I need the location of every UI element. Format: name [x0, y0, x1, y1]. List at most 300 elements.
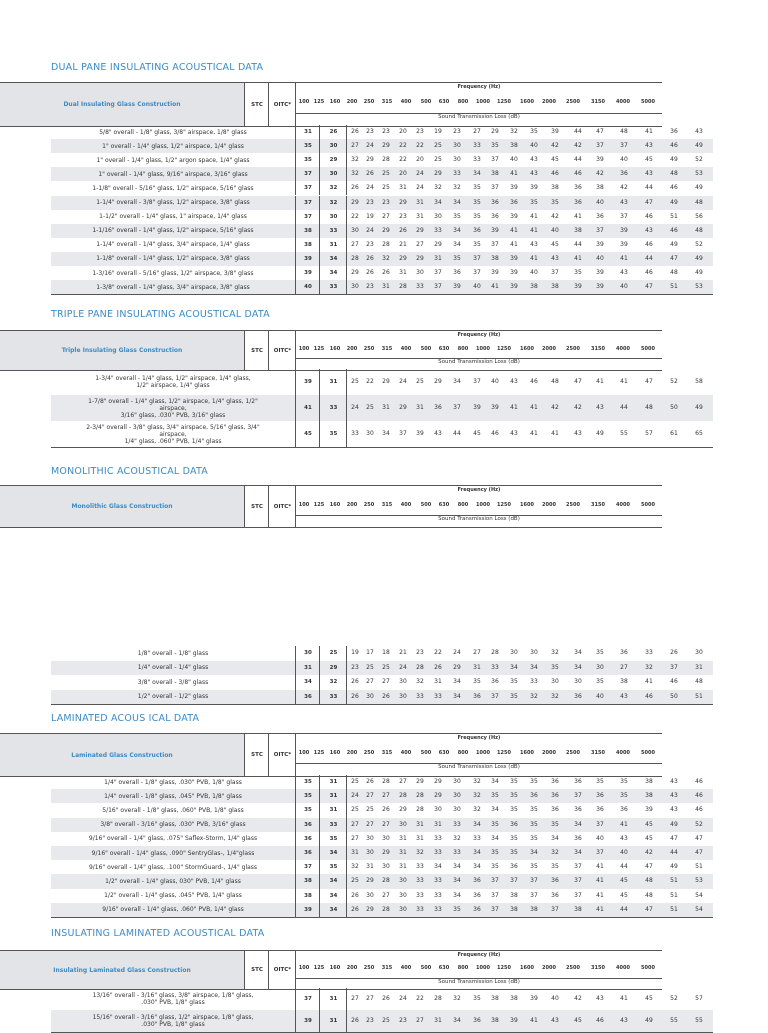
loss-value: 35 — [491, 849, 499, 857]
loss-value: 37 — [551, 905, 559, 913]
loss-value: 25 — [351, 778, 359, 786]
loss-value: 37 — [530, 891, 538, 899]
loss-value: 25 — [434, 142, 442, 150]
table-row — [51, 266, 713, 280]
construction-line: airspace, — [159, 430, 187, 438]
frequency-value: 5000 — [641, 965, 655, 971]
oitc-value: 33 — [319, 818, 347, 832]
loss-value: 54 — [695, 891, 703, 899]
loss-value: 36 — [473, 877, 481, 885]
loss-value: 37 — [596, 849, 604, 857]
loss-value: 38 — [645, 792, 653, 800]
loss-value: 47 — [574, 378, 582, 385]
loss-value: 47 — [645, 378, 653, 385]
loss-value: 29 — [366, 877, 374, 885]
construction-line: 3/16" glass, .030" PVB, 3/16" glass — [120, 411, 226, 419]
loss-value: 41 — [574, 254, 582, 262]
loss-values — [346, 224, 713, 238]
loss-value: 28 — [382, 778, 390, 786]
loss-value: 43 — [596, 995, 604, 1002]
loss-value: 35 — [491, 792, 499, 800]
loss-value: 31 — [434, 678, 442, 686]
construction-line: 2-3/4" overall - 3/8" glass, 3/4" airspace, 5/16" glass, 3/4" — [86, 423, 260, 431]
loss-value: 30 — [453, 778, 461, 786]
loss-value: 43 — [620, 692, 628, 700]
loss-value: 48 — [645, 877, 653, 885]
loss-value: 46 — [670, 184, 678, 192]
loss-values — [346, 252, 713, 266]
frequency-value: 100 — [298, 965, 310, 971]
loss-value: 35 — [530, 820, 538, 828]
loss-value: 45 — [473, 430, 481, 437]
loss-value: 27 — [382, 820, 390, 828]
loss-value: 37 — [574, 891, 582, 899]
loss-value: 32 — [473, 792, 481, 800]
loss-value: 46 — [645, 212, 653, 220]
construction-cell — [51, 153, 295, 167]
loss-value: 38 — [510, 995, 518, 1002]
loss-value: 39 — [530, 995, 538, 1002]
inslam-section-title: INSULATING LAMINATED ACOUSTICAL DATA — [51, 928, 265, 939]
frequency-value: 3150 — [591, 965, 605, 971]
loss-value: 28 — [416, 663, 424, 671]
loss-value: 26 — [351, 184, 359, 192]
loss-value: 43 — [670, 792, 678, 800]
frequency-value: 2000 — [542, 750, 556, 756]
loss-value: 47 — [670, 254, 678, 262]
loss-value: 43 — [620, 1017, 628, 1024]
loss-value: 43 — [620, 198, 628, 206]
frequency-value: 100 — [298, 502, 310, 508]
loss-value: 36 — [510, 863, 518, 871]
lam-section-title: LAMINATED ACOUS ICAL DATA — [51, 713, 200, 724]
table-row — [51, 661, 713, 676]
loss-value: 41 — [620, 995, 628, 1002]
loss-value: 30 — [366, 834, 374, 842]
loss-value: 38 — [530, 905, 538, 913]
frequency-value: 1000 — [476, 750, 490, 756]
loss-value: 51 — [670, 283, 678, 291]
loss-value: 33 — [645, 649, 653, 657]
loss-value: 34 — [574, 663, 582, 671]
loss-value: 45 — [551, 156, 559, 164]
loss-value: 41 — [551, 430, 559, 437]
loss-value: 29 — [491, 128, 499, 136]
loss-value: 32 — [453, 184, 461, 192]
loss-value: 34 — [574, 849, 582, 857]
frequency-value: 1600 — [520, 346, 534, 352]
frequency-value: 800 — [457, 99, 469, 105]
table-row — [51, 988, 713, 1010]
loss-value: 33 — [473, 156, 481, 164]
loss-values — [346, 818, 713, 832]
loss-value: 41 — [596, 378, 604, 385]
loss-value: 35 — [530, 834, 538, 842]
loss-value: 42 — [596, 170, 604, 178]
loss-value: 31 — [434, 1017, 442, 1024]
loss-value: 33 — [473, 834, 481, 842]
loss-value: 40 — [551, 226, 559, 234]
loss-value: 27 — [382, 212, 390, 220]
construction-text: 9/16" overall - 1/4" glass, .100" StormGuard-, 1/4" glass — [88, 863, 258, 871]
loss-value: 31 — [416, 834, 424, 842]
loss-value: 23 — [399, 212, 407, 220]
frequency-value: 5000 — [641, 502, 655, 508]
frequency-value: 250 — [363, 965, 375, 971]
loss-value: 23 — [366, 198, 374, 206]
oitc-value: 35 — [319, 832, 347, 846]
loss-value: 39 — [551, 128, 559, 136]
loss-value: 39 — [491, 269, 499, 277]
loss-value: 28 — [399, 792, 407, 800]
loss-value: 36 — [574, 778, 582, 786]
frequency-header — [295, 951, 662, 989]
loss-value: 30 — [366, 849, 374, 857]
loss-value: 34 — [551, 834, 559, 842]
loss-value: 46 — [596, 1017, 604, 1024]
loss-value: 31 — [399, 863, 407, 871]
loss-values — [346, 832, 713, 846]
loss-value: 38 — [620, 678, 628, 686]
construction-text: 3/8" overall - 3/8" glass — [137, 678, 209, 686]
loss-value: 39 — [645, 806, 653, 814]
loss-value: 49 — [645, 1017, 653, 1024]
construction-cell — [51, 196, 295, 210]
loss-value: 45 — [574, 1017, 582, 1024]
loss-value: 23 — [366, 240, 374, 248]
loss-values — [346, 421, 713, 447]
table-row — [51, 675, 713, 690]
table-row — [51, 125, 713, 139]
frequency-value: 4000 — [616, 99, 630, 105]
loss-value: 34 — [473, 863, 481, 871]
loss-value: 28 — [416, 806, 424, 814]
loss-value: 26 — [351, 692, 359, 700]
loss-value: 38 — [510, 891, 518, 899]
frequency-value: 315 — [381, 99, 393, 105]
frequency-value: 5000 — [641, 750, 655, 756]
loss-value: 46 — [670, 142, 678, 150]
frequency-value: 200 — [346, 965, 358, 971]
loss-value: 48 — [670, 170, 678, 178]
loss-value: 57 — [645, 430, 653, 437]
loss-value: 32 — [351, 863, 359, 871]
construction-cell — [51, 874, 295, 888]
loss-value: 41 — [530, 212, 538, 220]
loss-value: 55 — [695, 1017, 703, 1024]
loss-value: 40 — [510, 156, 518, 164]
frequency-value: 5000 — [641, 346, 655, 352]
oitc-value: 33 — [319, 280, 347, 294]
loss-value: 31 — [351, 849, 359, 857]
loss-value: 24 — [351, 792, 359, 800]
loss-value: 39 — [491, 226, 499, 234]
loss-value: 32 — [351, 170, 359, 178]
loss-value: 35 — [473, 678, 481, 686]
construction-text: 1" overall - 1/4" glass, 1/2" argon space, 1/4" glass — [96, 156, 250, 164]
loss-value: 41 — [510, 226, 518, 234]
construction-cell — [51, 280, 295, 294]
construction-text: 1/2" overall - 1/4" glass, .045" PVB, 1/4" glass — [104, 892, 242, 900]
frequency-value: 2500 — [566, 965, 580, 971]
loss-value: 36 — [574, 834, 582, 842]
oitc-value: 29 — [319, 153, 347, 167]
frequency-value: 315 — [381, 346, 393, 352]
loss-value: 21 — [399, 240, 407, 248]
loss-value: 35 — [473, 198, 481, 206]
table-row — [51, 1010, 713, 1032]
loss-value: 29 — [399, 404, 407, 411]
construction-cell — [51, 421, 295, 447]
loss-value: 40 — [596, 834, 604, 842]
loss-value: 29 — [434, 240, 442, 248]
oitc-header: OITC* — [268, 331, 296, 370]
loss-value: 27 — [382, 678, 390, 686]
loss-values — [346, 210, 713, 224]
construction-cell — [51, 988, 295, 1010]
loss-value: 46 — [695, 778, 703, 786]
loss-value: 42 — [551, 212, 559, 220]
loss-value: 46 — [645, 692, 653, 700]
frequency-value: 125 — [313, 965, 325, 971]
stc-value: 35 — [295, 775, 320, 789]
loss-value: 32 — [645, 663, 653, 671]
loss-value: 37 — [596, 226, 604, 234]
loss-value: 30 — [434, 806, 442, 814]
loss-value: 25 — [351, 806, 359, 814]
loss-value: 36 — [491, 198, 499, 206]
construction-cell — [51, 775, 295, 789]
loss-value: 51 — [695, 863, 703, 871]
loss-value: 35 — [491, 863, 499, 871]
frequency-label: Frequency (Hz) — [457, 332, 501, 338]
construction-text: 1/4" overall - 1/8" glass, .045" PVB, 1/8" glass — [104, 792, 242, 800]
loss-value: 49 — [670, 198, 678, 206]
loss-values — [346, 775, 713, 789]
construction-line: airspace, — [159, 404, 187, 412]
frequency-value: 500 — [420, 346, 432, 352]
stl-label: Sound Transmission Loss (dB) — [296, 978, 662, 985]
construction-cell — [51, 252, 295, 266]
oitc-value: 32 — [319, 675, 347, 690]
loss-value: 37 — [399, 430, 407, 437]
oitc-header: OITC* — [268, 734, 296, 776]
loss-value: 45 — [620, 877, 628, 885]
loss-value: 29 — [453, 663, 461, 671]
loss-value: 27 — [351, 820, 359, 828]
loss-value: 31 — [473, 663, 481, 671]
loss-value: 26 — [351, 1017, 359, 1024]
loss-value: 33 — [416, 891, 424, 899]
loss-value: 43 — [551, 1017, 559, 1024]
loss-value: 35 — [596, 678, 604, 686]
loss-value: 32 — [434, 184, 442, 192]
stc-value: 36 — [295, 832, 320, 846]
loss-value: 30 — [399, 692, 407, 700]
loss-value: 25 — [382, 170, 390, 178]
frequency-value: 125 — [313, 502, 325, 508]
loss-value: 24 — [453, 649, 461, 657]
oitc-value: 29 — [319, 661, 347, 676]
loss-value: 45 — [620, 891, 628, 899]
loss-value: 33 — [434, 891, 442, 899]
table-row — [51, 421, 713, 447]
loss-value: 23 — [416, 128, 424, 136]
loss-value: 35 — [551, 820, 559, 828]
oitc-value: 33 — [319, 224, 347, 238]
loss-values — [346, 690, 713, 705]
loss-value: 23 — [382, 128, 390, 136]
loss-value: 37 — [596, 820, 604, 828]
loss-value: 26 — [382, 806, 390, 814]
loss-value: 29 — [399, 198, 407, 206]
loss-values — [346, 1010, 713, 1032]
loss-value: 36 — [551, 891, 559, 899]
loss-value: 29 — [434, 778, 442, 786]
oitc-value: 33 — [319, 395, 347, 421]
loss-value: 27 — [416, 1017, 424, 1024]
construction-line: 13/16" overall - 3/16" glass, 3/8" airspace, 1/8" glass, — [92, 992, 254, 999]
loss-value: 39 — [596, 269, 604, 277]
frequency-value: 400 — [400, 965, 412, 971]
frequency-value: 800 — [457, 346, 469, 352]
loss-value: 30 — [399, 891, 407, 899]
loss-value: 47 — [645, 905, 653, 913]
table-bottom-rule — [51, 917, 713, 918]
loss-value: 49 — [695, 269, 703, 277]
loss-value: 43 — [645, 226, 653, 234]
loss-value: 43 — [645, 142, 653, 150]
loss-value: 48 — [695, 198, 703, 206]
loss-value: 33 — [453, 849, 461, 857]
stc-value: 39 — [295, 1010, 320, 1032]
loss-value: 53 — [695, 283, 703, 291]
loss-value: 37 — [574, 792, 582, 800]
loss-value: 37 — [434, 269, 442, 277]
table-row — [51, 846, 713, 860]
frequency-value: 2000 — [542, 502, 556, 508]
loss-value: 31 — [416, 198, 424, 206]
frequency-value: 100 — [298, 346, 310, 352]
loss-value: 35 — [596, 649, 604, 657]
loss-value: 26 — [399, 226, 407, 234]
table-row — [51, 224, 713, 238]
stc-value: 38 — [295, 874, 320, 888]
loss-value: 34 — [491, 834, 499, 842]
construction-text: 1-1/4" overall - 1/4" glass, 3/4" airspace, 1/4" glass — [96, 241, 250, 249]
loss-value: 37 — [491, 692, 499, 700]
loss-values — [346, 167, 713, 181]
loss-value: 30 — [453, 806, 461, 814]
frequency-value: 4000 — [616, 965, 630, 971]
construction-cell — [51, 789, 295, 803]
loss-value: 56 — [695, 212, 703, 220]
loss-value: 41 — [530, 254, 538, 262]
loss-value: 25 — [382, 1017, 390, 1024]
loss-value: 47 — [596, 128, 604, 136]
stc-header: STC — [244, 486, 269, 527]
loss-value: 27 — [351, 142, 359, 150]
loss-value: 34 — [453, 1017, 461, 1024]
loss-values — [346, 846, 713, 860]
loss-value: 40 — [620, 849, 628, 857]
loss-value: 41 — [596, 891, 604, 899]
loss-value: 29 — [366, 156, 374, 164]
loss-value: 38 — [574, 905, 582, 913]
construction-header: Laminated Glass Construction — [0, 734, 244, 776]
loss-value: 47 — [645, 863, 653, 871]
frequency-value: 400 — [400, 346, 412, 352]
loss-value: 39 — [510, 1017, 518, 1024]
loss-value: 24 — [366, 142, 374, 150]
loss-value: 48 — [670, 269, 678, 277]
loss-value: 55 — [620, 430, 628, 437]
loss-value: 20 — [399, 170, 407, 178]
loss-value: 26 — [366, 778, 374, 786]
stc-value: 31 — [295, 661, 320, 676]
loss-value: 37 — [510, 877, 518, 885]
construction-text: 5/16" overall - 1/8" glass, .060" PVB, 1/8" glass — [102, 806, 244, 814]
frequency-value: 3150 — [591, 502, 605, 508]
loss-value: 28 — [399, 283, 407, 291]
frequency-value: 1250 — [497, 346, 511, 352]
loss-value: 35 — [473, 995, 481, 1002]
loss-value: 37 — [491, 240, 499, 248]
frequency-value: 200 — [346, 502, 358, 508]
loss-value: 41 — [596, 863, 604, 871]
frequency-value: 2000 — [542, 99, 556, 105]
table-row — [51, 280, 713, 294]
loss-value: 46 — [695, 806, 703, 814]
loss-value: 36 — [473, 1017, 481, 1024]
loss-value: 45 — [645, 156, 653, 164]
loss-value: 26 — [351, 891, 359, 899]
frequency-value: 4000 — [616, 750, 630, 756]
construction-header: Dual Insulating Glass Construction — [0, 83, 244, 126]
loss-value: 58 — [695, 378, 703, 385]
table-bottom-rule — [51, 447, 713, 448]
loss-value: 37 — [473, 269, 481, 277]
frequency-value: 315 — [381, 750, 393, 756]
loss-value: 35 — [530, 198, 538, 206]
loss-value: 22 — [366, 378, 374, 385]
frequency-label: Frequency (Hz) — [457, 487, 501, 493]
loss-value: 25 — [366, 663, 374, 671]
loss-values — [346, 266, 713, 280]
loss-value: 48 — [695, 226, 703, 234]
loss-value: 42 — [645, 849, 653, 857]
loss-value: 47 — [645, 198, 653, 206]
construction-cell — [51, 181, 295, 195]
loss-value: 46 — [645, 240, 653, 248]
loss-value: 38 — [530, 283, 538, 291]
frequency-value: 160 — [329, 965, 341, 971]
loss-value: 43 — [670, 806, 678, 814]
loss-value: 50 — [670, 692, 678, 700]
loss-value: 41 — [491, 283, 499, 291]
frequency-value: 1600 — [520, 965, 534, 971]
stc-value: 38 — [295, 889, 320, 903]
loss-values — [346, 661, 713, 676]
loss-value: 43 — [574, 430, 582, 437]
frequency-value: 500 — [420, 502, 432, 508]
loss-value: 32 — [530, 692, 538, 700]
loss-value: 25 — [351, 877, 359, 885]
loss-value: 33 — [434, 849, 442, 857]
stc-header: STC — [244, 331, 269, 370]
loss-value: 41 — [645, 678, 653, 686]
loss-value: 53 — [695, 877, 703, 885]
